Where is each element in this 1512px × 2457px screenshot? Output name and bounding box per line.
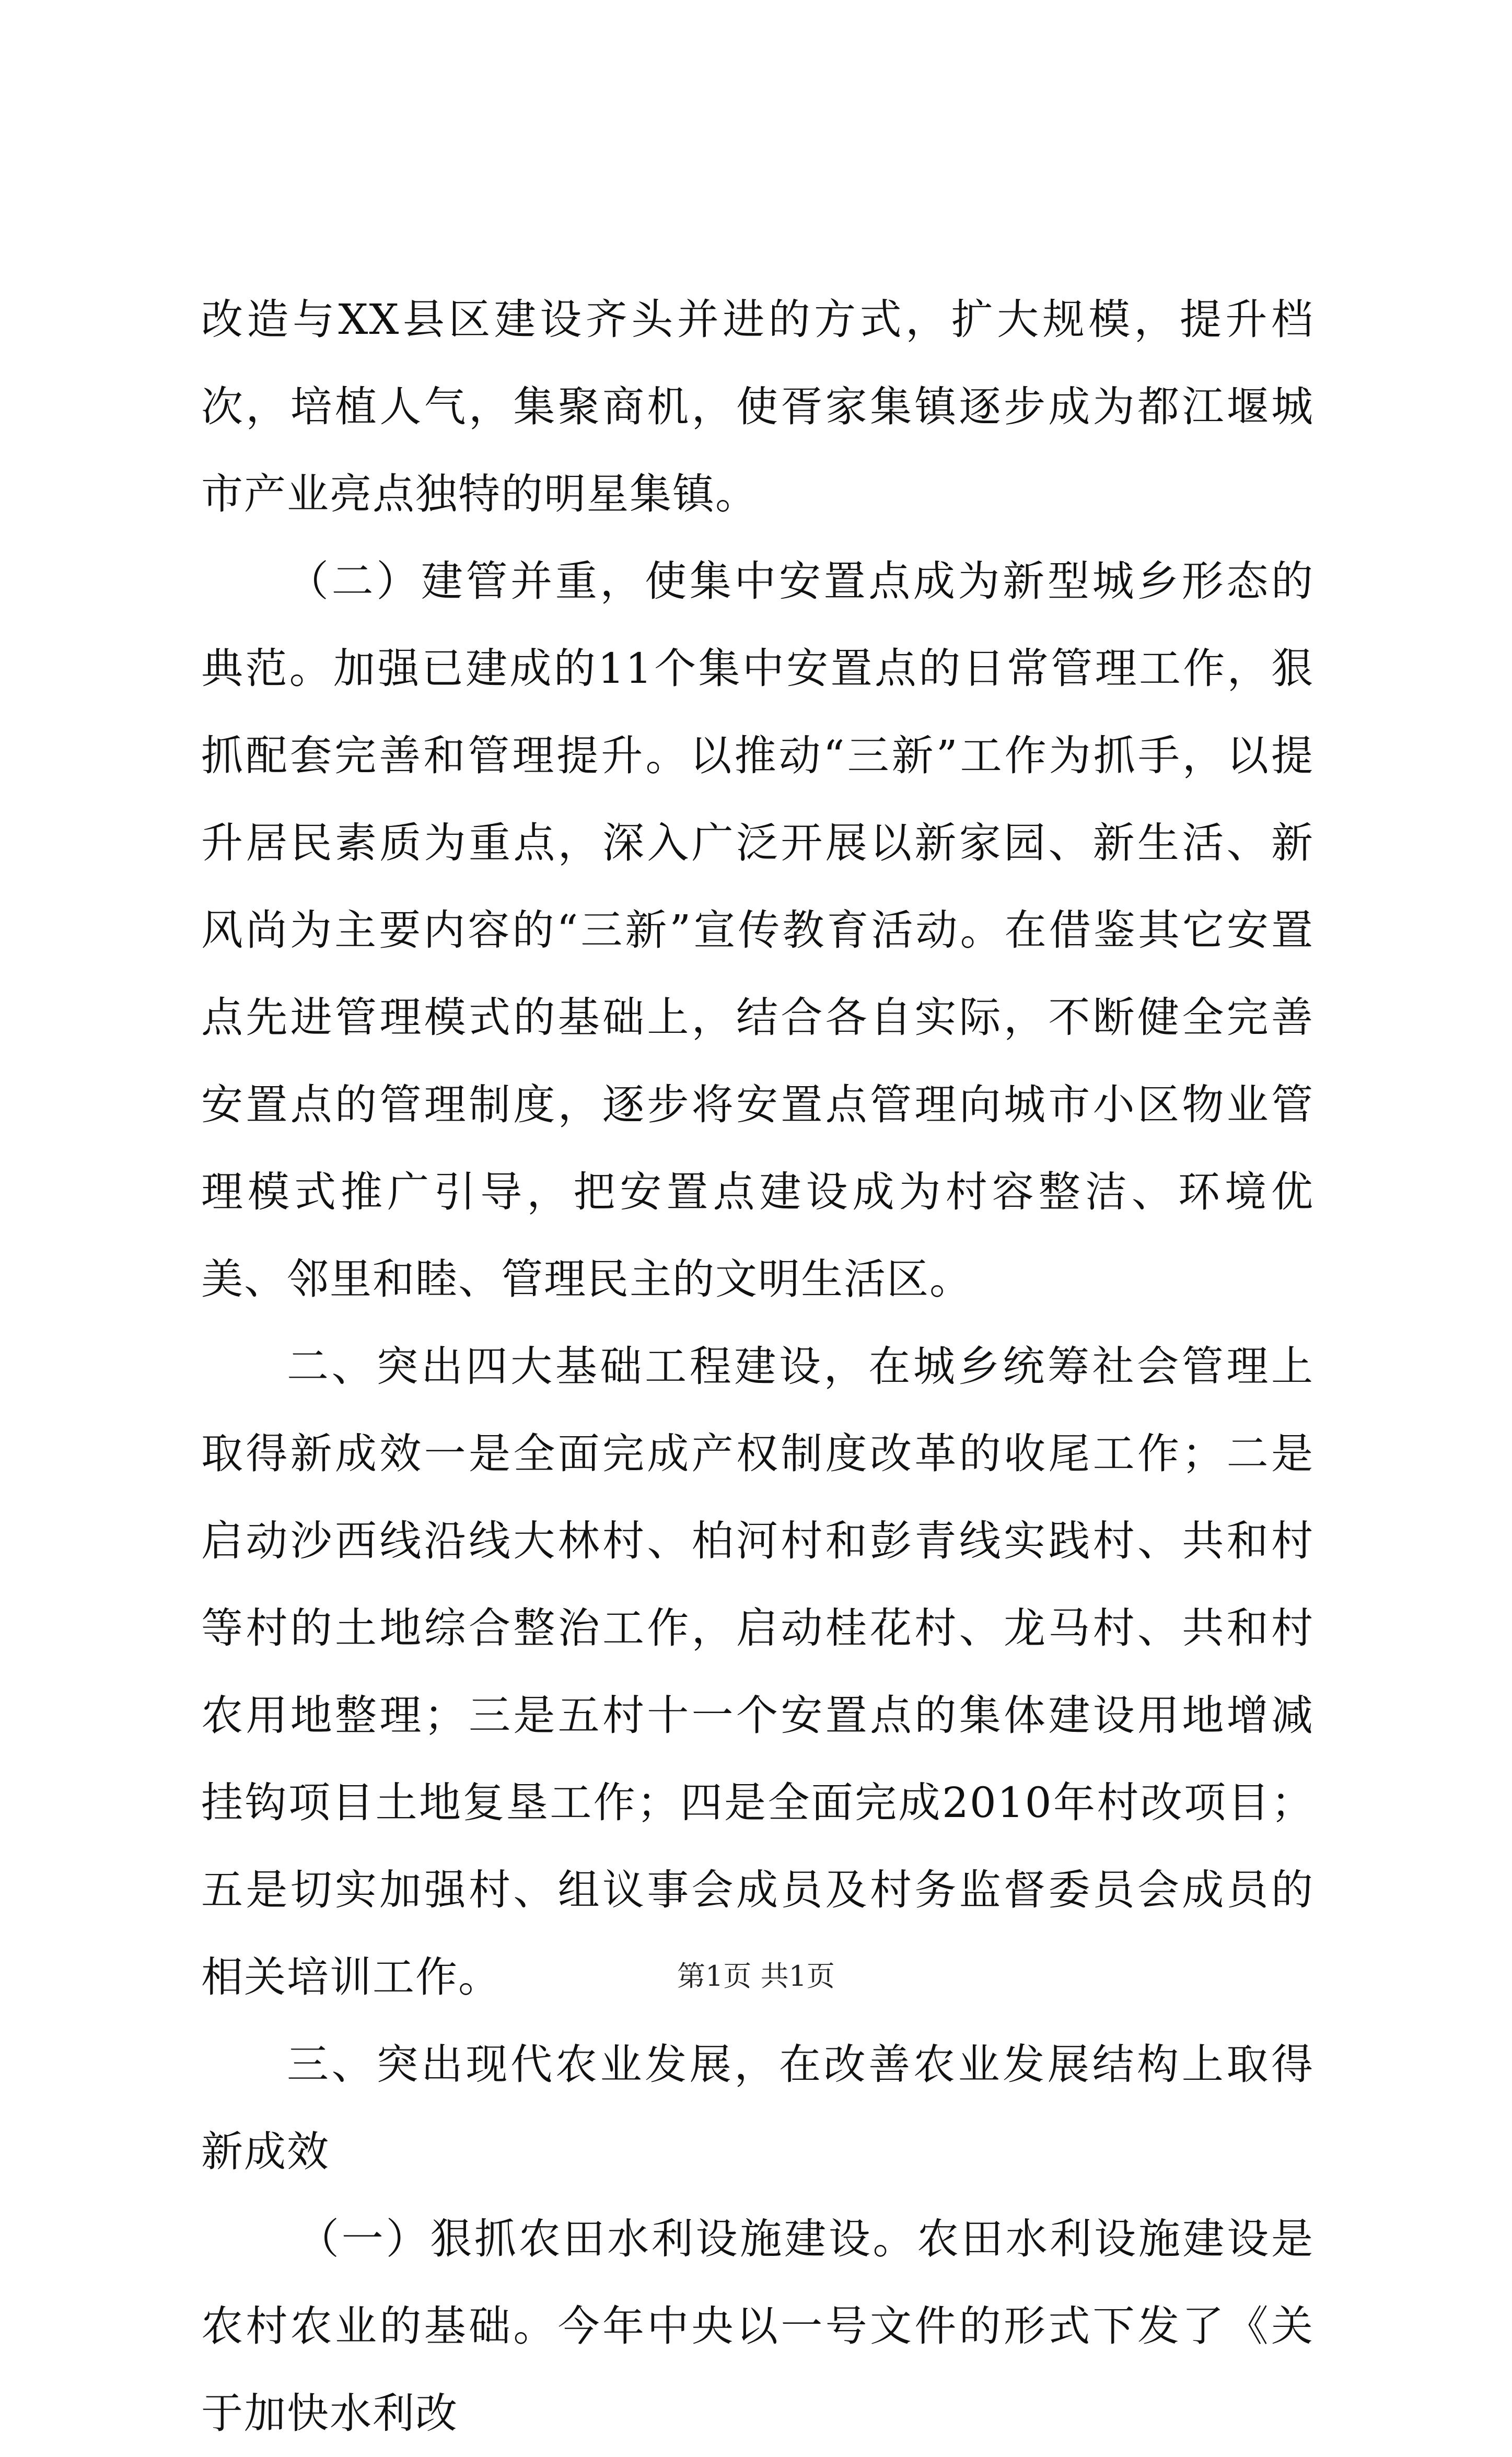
paragraph-3: 二、突出四大基础工程建设，在城乡统筹社会管理上取得新成效一是全面完成产权制度改革的收尾工作；二是启动沙西线沿线大林村、柏河村和彭青线实践村、共和村等村的土地综合整治工作，启动桂花村、龙马村、共和村农用地整理；三是五村十一个安置点的集体建设用地增减挂钩项目土地复垦工作；四是全面完成2010年村改项目；五是切实加强村、组议事会成员及村务监督委员会成员的相关培训工作。 [201, 1342, 1314, 2001]
paragraph-2: （二）建管并重，使集中安置点成为新型城乡形态的典范。加强已建成的11个集中安置点的日常管理工作，狠抓配套完善和管理提升。以推动“三新”工作为抓手，以提升居民素质为重点，深入广泛开展以新家园、新生活、新风尚为主要内容的“三新”宣传教育活动。在借鉴其它安置点先进管理模式的基础上，结合各自实际，不断健全完善安置点的管理制度，逐步将安置点管理向城市小区物业管理模式推广引导，把安置点建设成为村容整洁、环境优美、邻里和睦、管理民主的文明生活区。 [201, 557, 1314, 1303]
page-footer: 第1页 共1页 [677, 1960, 835, 1993]
paragraph-4: 三、突出现代农业发展，在改善农业发展结构上取得新成效 [201, 2040, 1314, 2176]
paragraph-5: （一）狠抓农田水利设施建设。农田水利设施建设是农村农业的基础。今年中央以一号文件的形式下发了《关于加快水利改 [201, 2215, 1314, 2438]
paragraph-1: 改造与XX县区建设齐头并进的方式，扩大规模，提升档次，培植人气，集聚商机，使胥家集镇逐步成为都江堰城市产业亮点独特的明星集镇。 [201, 295, 1314, 518]
document-body [201, 276, 1314, 2457]
